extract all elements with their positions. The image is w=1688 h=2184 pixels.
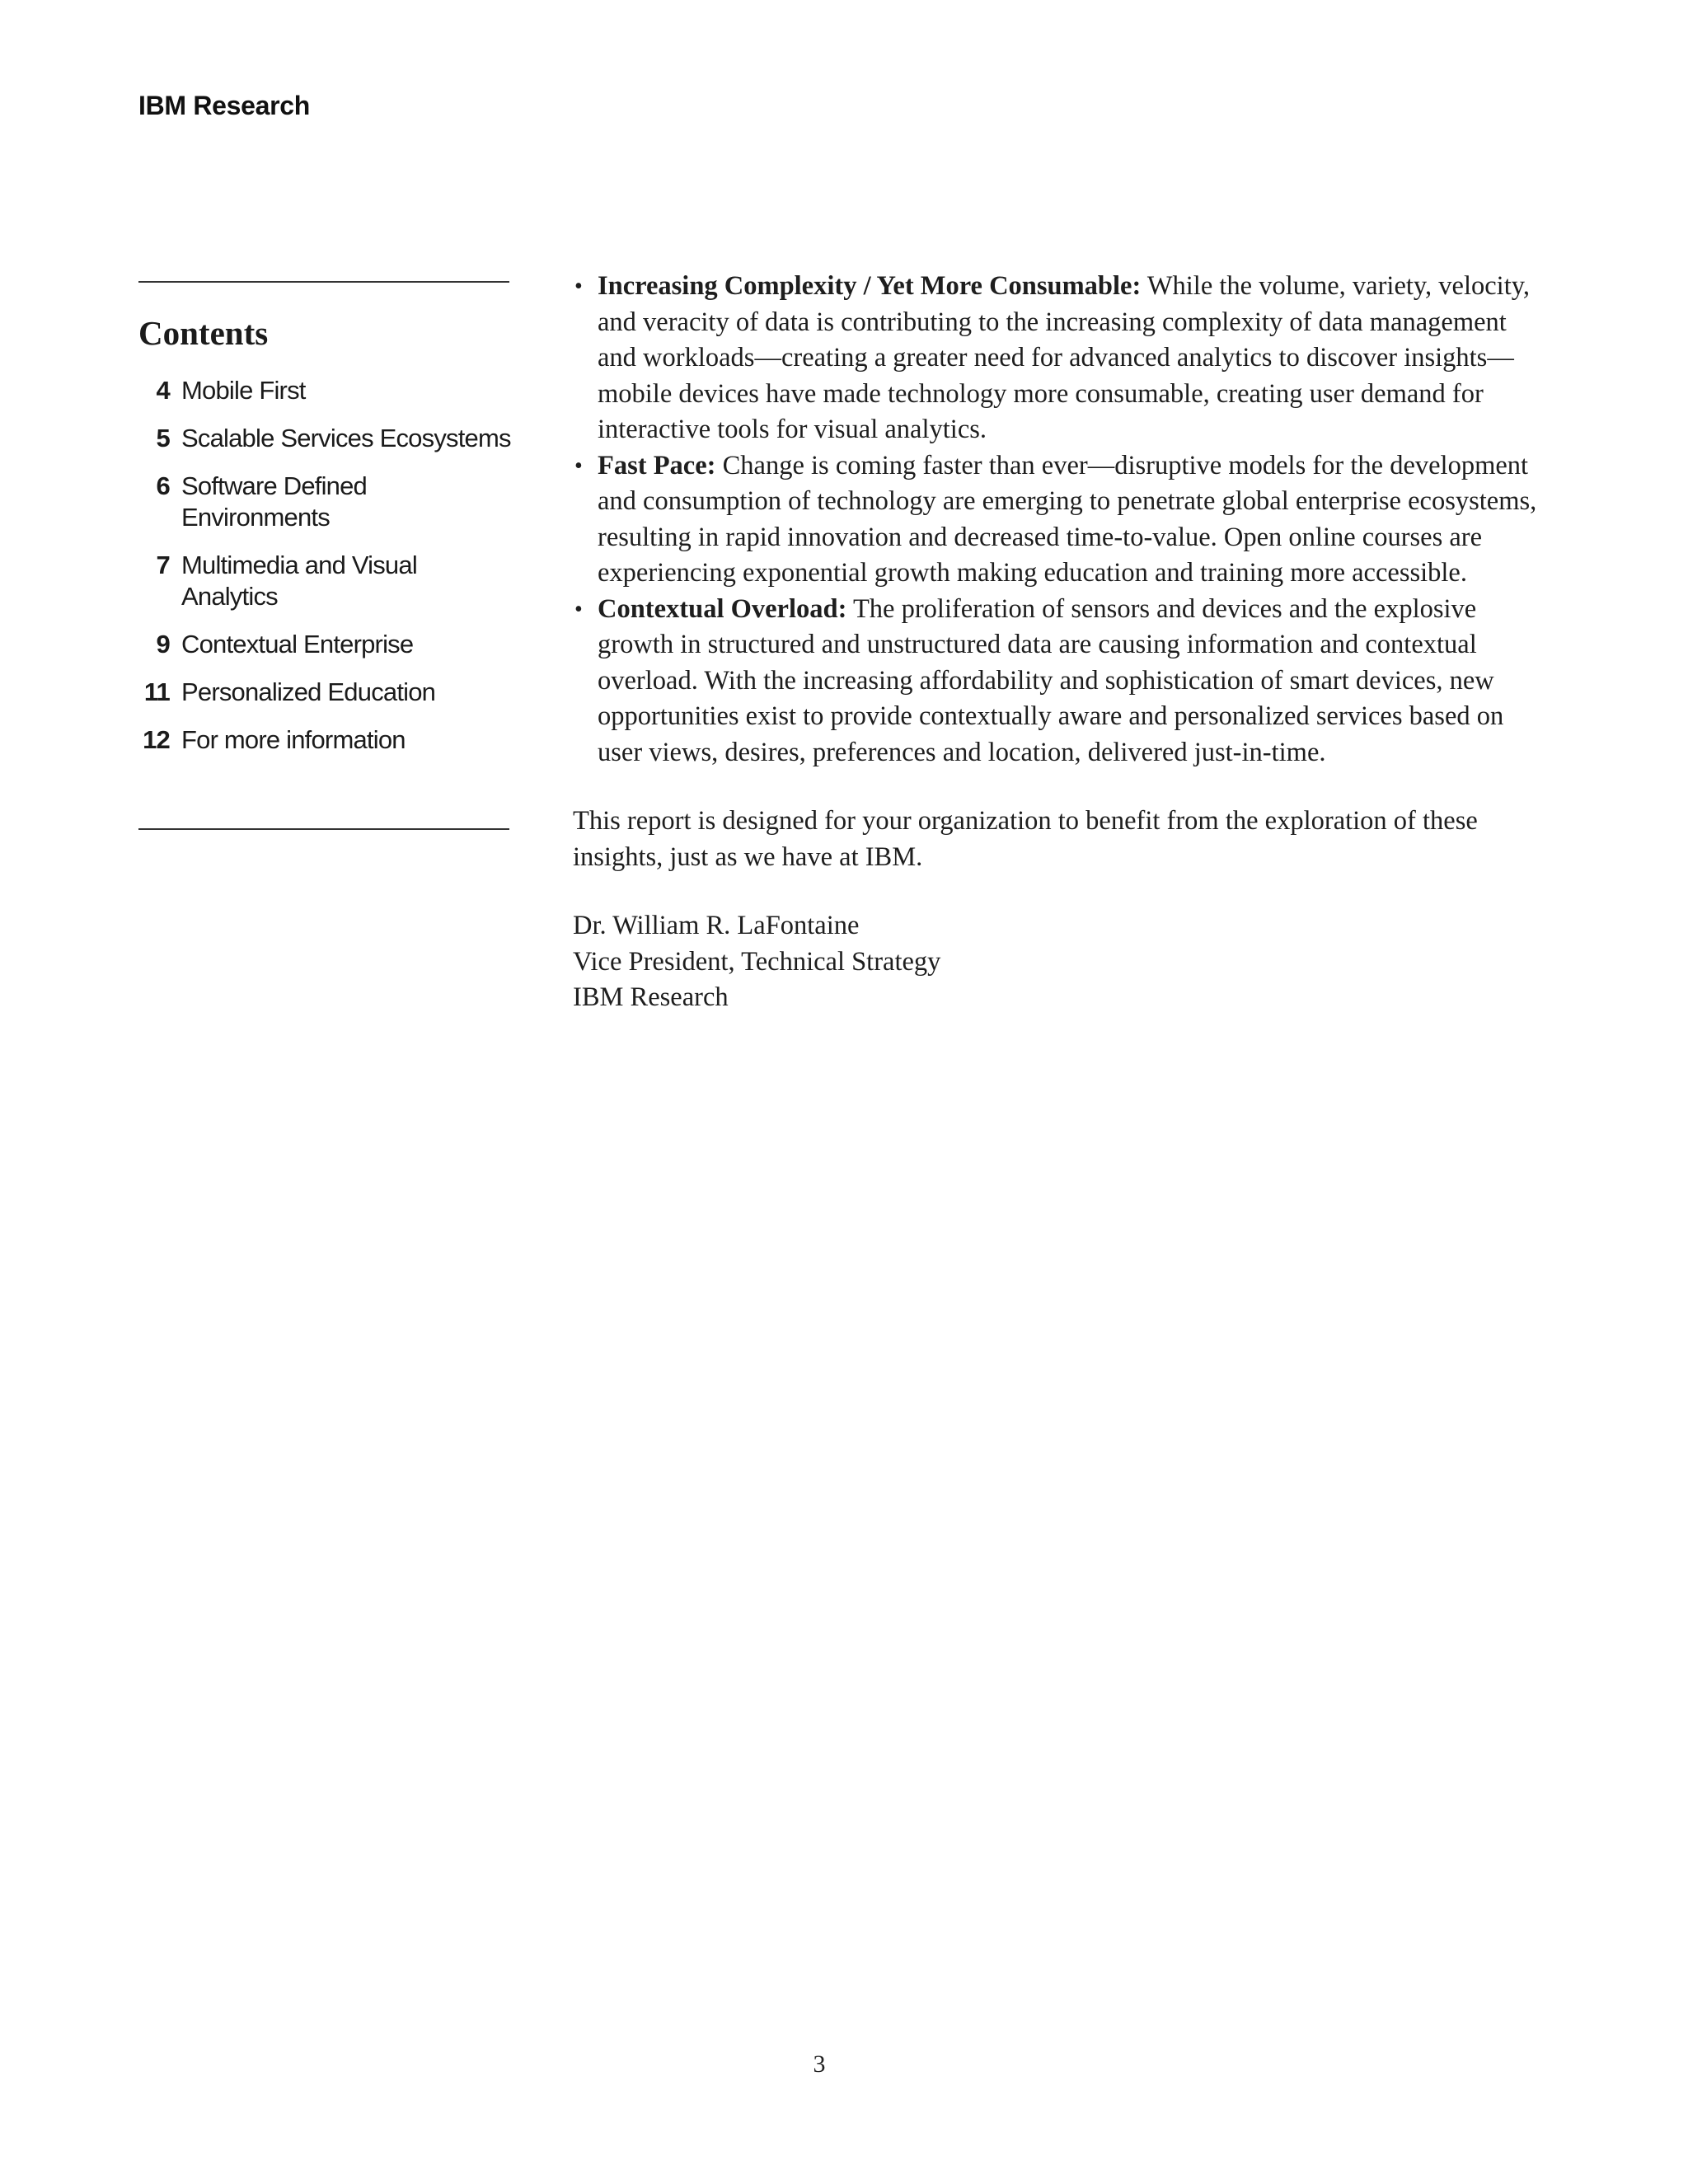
toc-page-number: 7 <box>156 551 170 579</box>
toc-label: Contextual Enterprise <box>181 630 414 658</box>
bullet-item <box>573 448 1545 592</box>
bullet-title: Increasing Complexity / Yet More Consumable: <box>598 271 1142 301</box>
toc-item-software-defined[interactable] <box>138 471 518 533</box>
bullet-item <box>573 269 1545 448</box>
toc-item-personalized-education[interactable] <box>138 677 518 708</box>
toc-label: Software Defined Environments <box>181 471 367 532</box>
bullet-item <box>573 592 1545 771</box>
contents-bottom-rule <box>138 828 509 830</box>
signature-block <box>573 908 1545 1016</box>
main-body <box>573 269 1545 1016</box>
bullet-dot-icon: • <box>574 274 583 299</box>
contents-heading: Contents <box>138 314 269 352</box>
signature-title: Vice President, Technical Strategy <box>573 946 941 977</box>
toc-page-number: 11 <box>143 677 170 706</box>
toc-page-number: 9 <box>156 630 170 658</box>
toc-label: Personalized Education <box>181 677 436 706</box>
header-brand: IBM Research <box>138 91 311 120</box>
toc-label: Mobile First <box>181 376 306 405</box>
bullet-list <box>573 269 1545 771</box>
bullet-title: Fast Pace: <box>598 450 716 480</box>
bullet-text: The proliferation of sensors and devices and the explosive growth in structured and unstructured data are causing information and contextual overload. With the increasing affordability and sophistication of smart devices, new opportunities exist to provide contextually aware and personalized services based on user views, desires, preferences and location, delivered just-in-time. <box>598 593 1504 767</box>
toc-item-mobile-first[interactable] <box>138 375 518 406</box>
bullet-dot-icon: • <box>574 596 583 622</box>
signature-organization: IBM Research <box>573 982 729 1012</box>
bullet-text: While the volume, variety, velocity, and veracity of data is contributing to the increasing complexity of data management and workloads—creating a greater need for advanced analytics to discover insights—mobile devices have made technology more consumable, creating user demand for interactive tools for visual analytics. <box>598 271 1531 444</box>
toc-item-scalable-services[interactable] <box>138 423 518 454</box>
toc-item-more-information[interactable] <box>138 724 518 756</box>
toc-item-multimedia[interactable] <box>138 550 518 612</box>
toc-label: Multimedia and Visual Analytics <box>181 551 417 611</box>
signature-name: Dr. William R. LaFontaine <box>573 911 860 940</box>
toc-page-number: 6 <box>156 471 170 500</box>
table-of-contents <box>138 375 518 772</box>
toc-page-number: 12 <box>143 725 170 754</box>
bullet-text: Change is coming faster than ever—disruptive models for the development and consumption of technology are emerging to penetrate global enterprise ecosystems, resulting in rapid innovation and decreased time-to-value. Open online courses are experiencing exponential growth making education and training more accessible. <box>598 450 1537 588</box>
toc-label: Scalable Services Ecosystems <box>181 424 511 452</box>
toc-label: For more information <box>181 725 406 754</box>
contents-top-rule <box>138 281 509 283</box>
toc-item-contextual-enterprise[interactable] <box>138 629 518 660</box>
bullet-title: Contextual Overload: <box>598 593 847 624</box>
toc-page-number: 5 <box>156 424 170 452</box>
page-number: 3 <box>813 2050 826 2078</box>
toc-page-number: 4 <box>156 376 170 405</box>
bullet-dot-icon: • <box>574 452 583 479</box>
closing-paragraph: This report is designed for your organization to benefit from the exploration of these insights, just as we have at IBM. <box>573 806 1478 872</box>
